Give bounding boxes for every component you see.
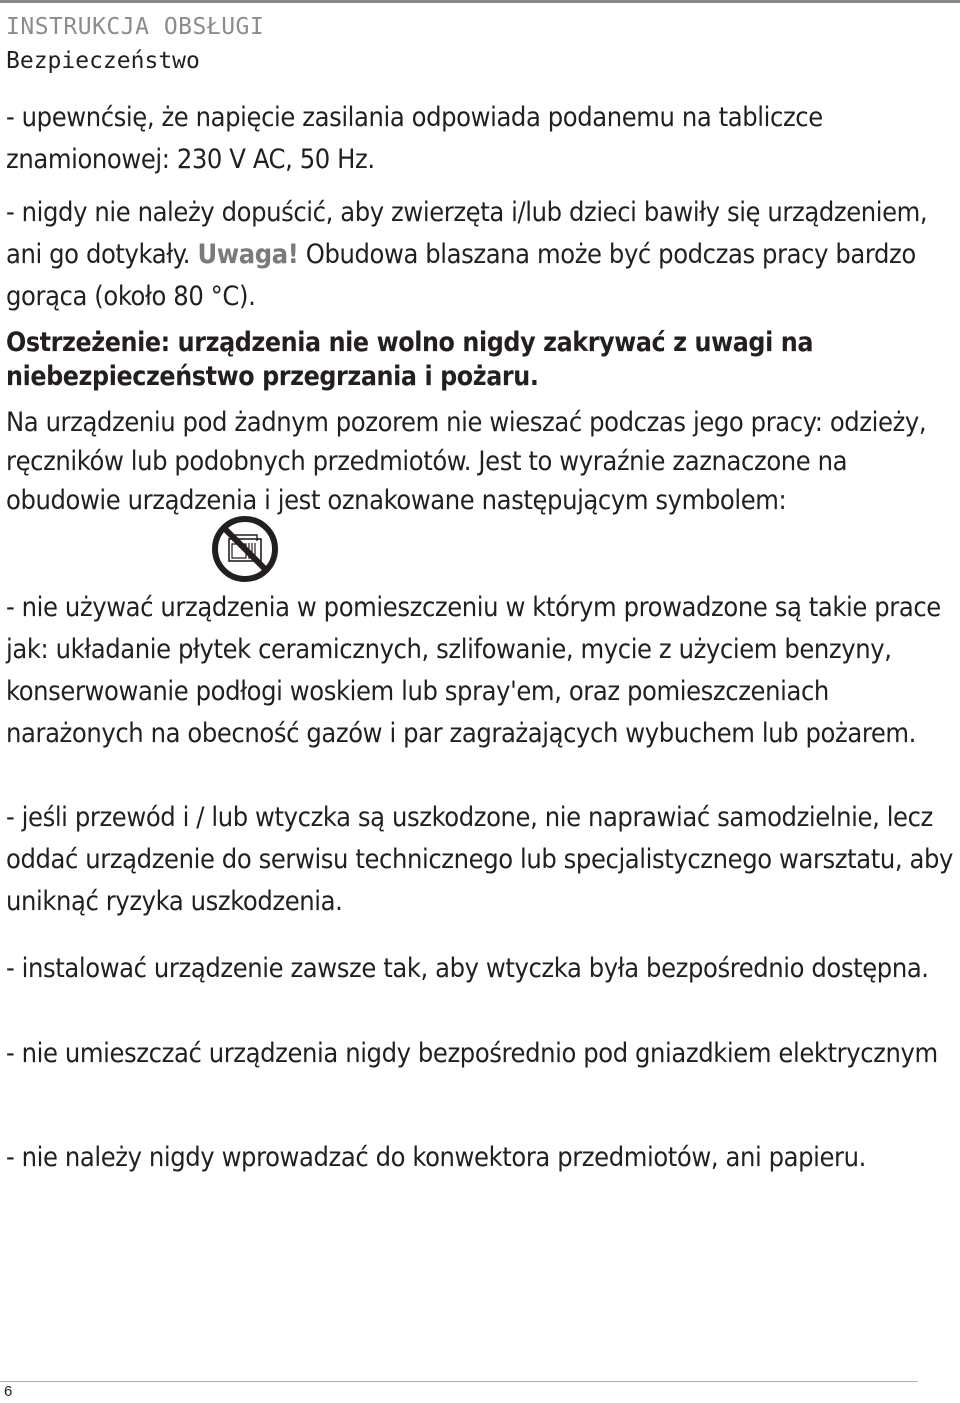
section-title: INSTRUKCJA OBSŁUGI — [6, 14, 265, 40]
paragraph-no-hanging: Na urządzeniu pod żadnym pozorem nie wieszać podczas jego pracy: odzieży, ręczników lub podobnych przedmiotów. Jest to wyraźnie zaznaczone na obudowie urządzenia i jest oznakowane następującym symbolem: — [6, 407, 927, 516]
paragraph-children-pets — [6, 192, 954, 318]
paragraph-hot-housing-text: Obudowa blaszana może być podczas pracy bardzo gorąca (około 80 °C). — [6, 239, 916, 312]
warning-label: Uwaga! — [197, 239, 299, 270]
paragraph-children-text: - nigdy nie należy dopuścić, aby zwierzęta i/lub dzieci bawiły się urządzeniem, ani go dotykały. — [6, 197, 928, 270]
paragraph-plug-access: - instalować urządzenie zawsze tak, aby wtyczka była bezpośrednio dostępna. — [6, 953, 929, 984]
page-number: 6 — [4, 1383, 13, 1400]
do-not-cover-icon — [211, 515, 279, 583]
paragraph-voltage: - upewnćsię, że napięcie zasilania odpowiada podanemu na tabliczce znamionowej: 230 V AC, 50 Hz. — [6, 102, 823, 175]
paragraph-no-objects: - nie należy nigdy wprowadzać do konwektora przedmiotów, ani papieru. — [6, 1142, 866, 1173]
footer-rule — [0, 1381, 918, 1382]
paragraph-socket-placement: - nie umieszczać urządzenia nigdy bezpośrednio pod gniazdkiem elektrycznym — [6, 1038, 938, 1069]
top-rule — [0, 0, 960, 3]
paragraph-damaged-cord: - jeśli przewód i / lub wtyczka są uszkodzone, nie naprawiać samodzielnie, lecz oddać urządzenie do serwisu technicznego lub specjalistycznego warsztatu, aby uniknąć ryzyka uszkodzenia. — [6, 802, 953, 917]
section-subtitle: Bezpieczeństwo — [6, 48, 200, 74]
paragraph-room-conditions: - nie używać urządzenia w pomieszczeniu w którym prowadzone są takie prace jak: układanie płytek ceramicznych, szlifowanie, mycie z użyciem benzyny, konserwowanie podłogi woskiem lub spray'em, oraz pomieszczeniach narażonych na obecność gazów i par zagrażających wybuchem lub pożarem. — [6, 592, 941, 749]
paragraph-warning-cover: Ostrzeżenie: urządzenia nie wolno nigdy zakrywać z uwagi na niebezpieczeństwo przegrzania i pożaru. — [6, 327, 813, 392]
